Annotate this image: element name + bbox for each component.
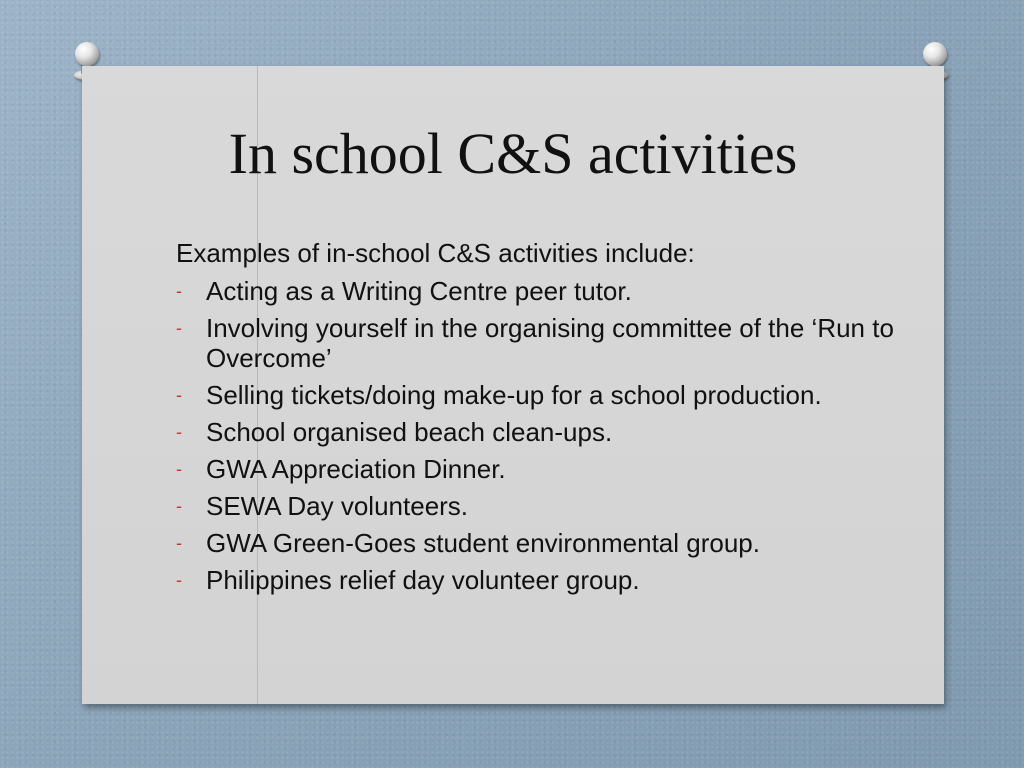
list-item xyxy=(176,528,896,558)
list-item-text: SEWA Day volunteers. xyxy=(206,491,469,521)
list-item-text: GWA Green-Goes student environmental group. xyxy=(206,528,760,558)
list-item xyxy=(176,313,896,373)
list-item xyxy=(176,380,896,410)
list-item-text: Involving yourself in the organising committee of the ‘Run to Overcome’ xyxy=(206,313,894,373)
activity-list xyxy=(176,276,896,595)
slide-body xyxy=(176,238,896,602)
list-item-text: School organised beach clean-ups. xyxy=(206,417,613,447)
intro-text: Examples of in-school C&S activities include: xyxy=(176,238,695,268)
list-item xyxy=(176,454,896,484)
list-item xyxy=(176,491,896,521)
list-item-text: Acting as a Writing Centre peer tutor. xyxy=(206,276,632,306)
dash-bullet-icon: - xyxy=(176,385,182,405)
list-item-text: Philippines relief day volunteer group. xyxy=(206,565,640,595)
slide-title: In school C&S activities xyxy=(228,121,798,186)
dash-bullet-icon: - xyxy=(176,422,182,442)
dash-bullet-icon: - xyxy=(176,496,182,516)
dash-bullet-icon: - xyxy=(176,318,182,338)
dash-bullet-icon: - xyxy=(176,570,182,590)
list-item-text: Selling tickets/doing make-up for a school production. xyxy=(206,380,822,410)
list-item xyxy=(176,417,896,447)
dash-bullet-icon: - xyxy=(176,533,182,553)
list-item-text: GWA Appreciation Dinner. xyxy=(206,454,506,484)
list-item xyxy=(176,565,896,595)
dash-bullet-icon: - xyxy=(176,281,182,301)
list-item xyxy=(176,276,896,306)
dash-bullet-icon: - xyxy=(176,459,182,479)
